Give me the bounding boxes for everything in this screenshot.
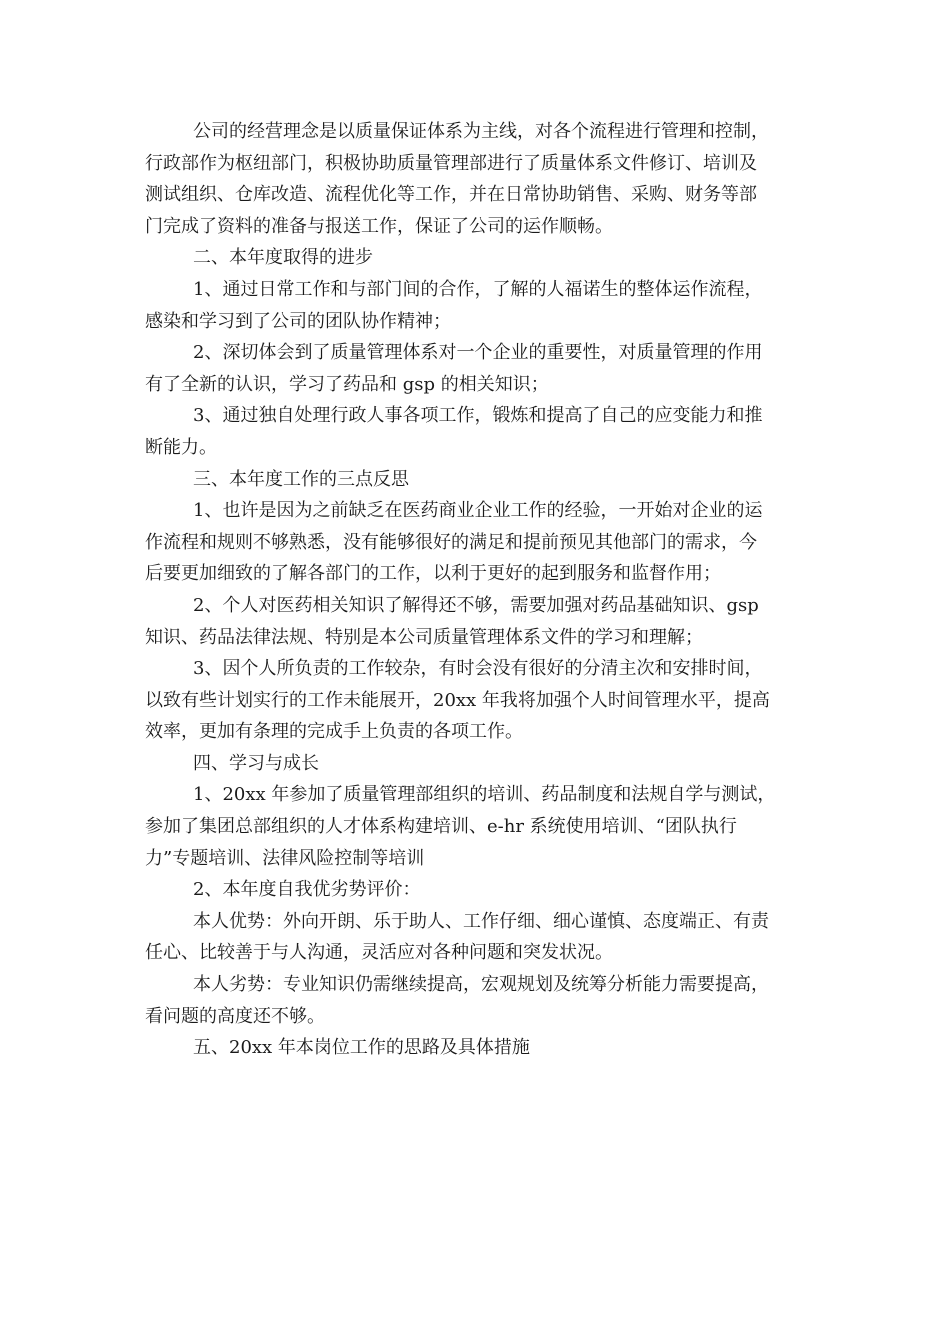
text-line: 2、个人对医药相关知识了解得还不够，需要加强对药品基础知识、gsp <box>193 594 759 616</box>
paragraph <box>145 779 810 874</box>
paragraph <box>145 464 810 496</box>
paragraph <box>145 242 810 274</box>
text-line: 公司的经营理念是以质量保证体系为主线，对各个流程进行管理和控制， <box>193 121 769 142</box>
text-line: 四、学习与成长 <box>193 752 319 774</box>
text-line: 1、20xx 年参加了质量管理部组织的培训、药品制度和法规自学与测试， <box>193 784 776 806</box>
text-line: 任心、比较善于与人沟通，灵活应对各种问题和突发状况。 <box>145 942 613 964</box>
paragraph <box>145 400 810 463</box>
text-line: 行政部作为枢纽部门，积极协助质量管理部进行了质量体系文件修订、培训及 <box>145 152 757 174</box>
text-line: 五、20xx 年本岗位工作的思路及具体措施 <box>193 1037 530 1059</box>
text-line: 作流程和规则不够熟悉，没有能够很好的满足和提前预见其他部门的需求，今 <box>145 531 757 553</box>
text-line: 以致有些计划实行的工作未能展开，20xx 年我将加强个人时间管理水平，提高 <box>145 689 770 711</box>
text-line: 二、本年度取得的进步 <box>193 247 373 269</box>
paragraph <box>145 969 810 1032</box>
paragraph <box>145 116 810 242</box>
text-line: 本人劣势：专业知识仍需继续提高，宏观规划及统筹分析能力需要提高， <box>193 974 769 996</box>
text-line: 知识、药品法律法规、特别是本公司质量管理体系文件的学习和理解； <box>145 626 703 648</box>
text-line: 参加了集团总部组织的人才体系构建培训、e-hr 系统使用培训、“团队执行 <box>145 816 737 838</box>
text-line: 3、通过独自处理行政人事各项工作，锻炼和提高了自己的应变能力和推 <box>193 405 763 427</box>
paragraph <box>145 653 810 748</box>
text-line: 断能力。 <box>145 436 217 458</box>
text-line: 感染和学习到了公司的团队协作精神； <box>145 310 451 332</box>
paragraph <box>145 1032 810 1064</box>
text-line: 有了全新的认识，学习了药品和 gsp 的相关知识； <box>145 373 549 395</box>
paragraph <box>145 748 810 780</box>
document-body <box>145 116 810 1064</box>
text-line: 2、本年度自我优劣势评价： <box>193 879 421 901</box>
text-line: 2、深切体会到了质量管理体系对一个企业的重要性，对质量管理的作用 <box>193 342 763 364</box>
text-line: 门完成了资料的准备与报送工作，保证了公司的运作顺畅。 <box>145 215 613 237</box>
paragraph <box>145 874 810 906</box>
paragraph <box>145 906 810 969</box>
text-line: 测试组织、仓库改造、流程优化等工作，并在日常协助销售、采购、财务等部 <box>145 184 757 206</box>
text-line: 效率，更加有条理的完成手上负责的各项工作。 <box>145 721 523 743</box>
text-line: 力”专题培训、法律风险控制等培训 <box>145 847 425 869</box>
paragraph <box>145 337 810 400</box>
paragraph <box>145 274 810 337</box>
text-line: 本人优势：外向开朗、乐于助人、工作仔细、细心谨慎、态度端正、有责 <box>193 910 769 932</box>
text-line: 三、本年度工作的三点反思 <box>193 468 409 490</box>
text-line: 1、也许是因为之前缺乏在医药商业企业工作的经验，一开始对企业的运 <box>193 500 763 522</box>
text-line: 3、因个人所负责的工作较杂，有时会没有很好的分清主次和安排时间， <box>193 658 763 680</box>
text-line: 1、通过日常工作和与部门间的合作，了解的人福诺生的整体运作流程， <box>193 278 763 300</box>
text-line: 看问题的高度还不够。 <box>145 1005 325 1027</box>
text-line: 后要更加细致的了解各部门的工作，以利于更好的起到服务和监督作用； <box>145 563 721 585</box>
paragraph <box>145 495 810 590</box>
paragraph <box>145 590 810 653</box>
